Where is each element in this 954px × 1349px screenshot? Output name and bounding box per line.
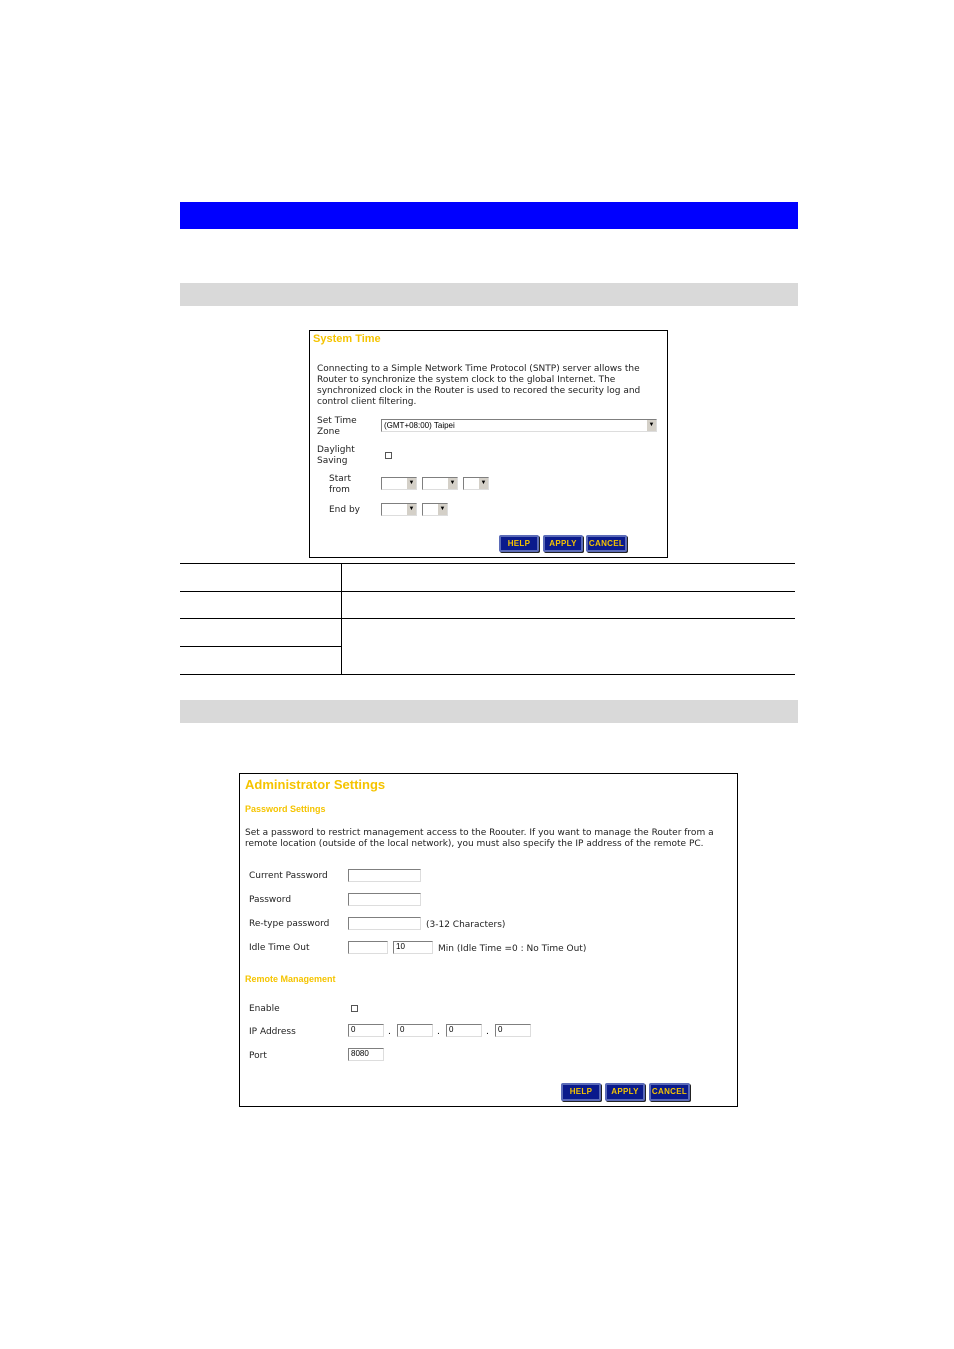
table-row-divider <box>180 591 795 592</box>
system-time-panel <box>309 330 668 558</box>
panel-title: System Time <box>313 333 381 345</box>
start-day-select[interactable] <box>463 477 489 490</box>
ip-address-label: IP Address <box>249 1027 296 1037</box>
ip-octet-3-input[interactable]: 0 <box>446 1024 482 1037</box>
remote-section-heading: Remote Management <box>245 974 336 984</box>
time-zone-label-line-2: Zone <box>317 427 340 437</box>
apply-button[interactable]: APPLY <box>543 535 583 552</box>
idle-timeout-hint: Min (Idle Time =0 : No Time Out) <box>438 944 587 954</box>
current-password-input[interactable] <box>348 869 421 882</box>
chevron-down-icon: ▼ <box>478 478 488 489</box>
chevron-down-icon: ▼ <box>406 504 416 515</box>
idle-timeout-input-2[interactable]: 10 <box>393 941 433 954</box>
daylight-label-line-1: Daylight <box>317 445 355 455</box>
password-label: Password <box>249 895 292 905</box>
ip-octet-1-input[interactable]: 0 <box>348 1024 384 1037</box>
end-month-select[interactable] <box>381 503 417 516</box>
cancel-button[interactable]: CANCEL <box>649 1083 690 1101</box>
chevron-down-icon: ▼ <box>437 504 447 515</box>
section-bar-time <box>180 283 798 306</box>
table-column-divider <box>341 563 342 675</box>
password-input[interactable] <box>348 893 421 906</box>
retype-password-input[interactable] <box>348 917 421 930</box>
retype-password-label: Re-type password <box>249 919 330 929</box>
chevron-down-icon: ▼ <box>406 478 416 489</box>
panel-title: Administrator Settings <box>245 777 386 792</box>
ip-octet-2-input[interactable]: 0 <box>397 1024 433 1037</box>
table-row-divider <box>180 646 341 647</box>
port-label: Port <box>249 1051 267 1061</box>
retype-hint: (3-12 Characters) <box>426 920 506 930</box>
help-button[interactable]: HELP <box>561 1083 601 1101</box>
idle-timeout-input-1[interactable] <box>348 941 388 954</box>
time-zone-select[interactable] <box>381 419 657 432</box>
time-zone-label-line-1: Set Time <box>317 416 357 426</box>
ip-separator: . <box>388 1027 391 1037</box>
enable-label: Enable <box>249 1004 280 1014</box>
chevron-down-icon: ▼ <box>646 420 656 431</box>
end-label: End by <box>329 505 361 515</box>
chevron-down-icon: ▼ <box>447 478 457 489</box>
table-row-divider <box>180 674 795 675</box>
table-row-divider <box>180 618 795 619</box>
ip-octet-4-input[interactable]: 0 <box>495 1024 531 1037</box>
description-line-4: control client filtering. <box>317 397 417 407</box>
start-label-line-2: from <box>329 485 350 495</box>
end-day-select[interactable] <box>422 503 448 516</box>
idle-timeout-label: Idle Time Out <box>249 943 310 953</box>
ip-separator: . <box>486 1027 489 1037</box>
description-line-2: remote location (outside of the local network), you must also specify the IP address of the remote PC. <box>245 839 704 849</box>
port-input[interactable]: 8080 <box>348 1048 384 1061</box>
description-line-3: synchronized clock in the Router is used to recored the security log and <box>317 386 641 396</box>
section-bar-admin <box>180 700 798 723</box>
admin-settings-panel <box>239 773 738 1107</box>
description-line-1: Set a password to restrict management access to the Roouter. If you want to manage the Router from a <box>245 828 714 838</box>
daylight-label-line-2: Saving <box>317 456 348 466</box>
apply-button[interactable]: APPLY <box>605 1083 645 1101</box>
password-section-heading: Password Settings <box>245 804 326 814</box>
start-week-select[interactable] <box>422 477 458 490</box>
help-button[interactable]: HELP <box>499 535 539 552</box>
cancel-button[interactable]: CANCEL <box>586 535 627 552</box>
chapter-header-bar <box>180 202 798 229</box>
daylight-saving-checkbox[interactable] <box>385 452 392 459</box>
description-line-2: Router to synchronize the system clock to the global Internet. The <box>317 375 616 385</box>
description-line-1: Connecting to a Simple Network Time Protocol (SNTP) server allows the <box>317 364 640 374</box>
start-label-line-1: Start <box>329 474 351 484</box>
table-row-divider <box>180 563 795 564</box>
time-zone-value: (GMT+08:00) Taipei <box>384 421 455 430</box>
current-password-label: Current Password <box>249 871 328 881</box>
start-month-select[interactable] <box>381 477 417 490</box>
ip-separator: . <box>437 1027 440 1037</box>
remote-enable-checkbox[interactable] <box>351 1005 358 1012</box>
